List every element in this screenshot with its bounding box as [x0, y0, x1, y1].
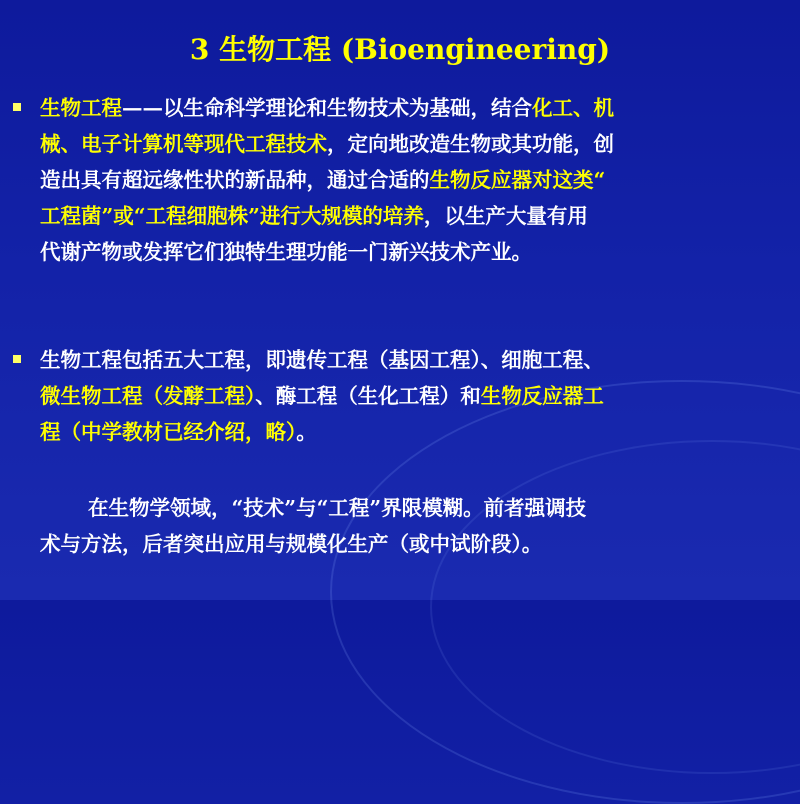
bullet2-line: [40, 342, 792, 378]
highlighted-term: 生物反应器工: [480, 384, 604, 408]
bullet-2-square-icon: [13, 355, 21, 363]
highlighted-term: 程（中学教材已经介绍，略）: [40, 420, 297, 444]
bullet2-line: [40, 414, 792, 450]
bullet1-line: [40, 162, 792, 198]
body-text: 。: [296, 420, 317, 444]
body-text: ，以生产大量有用: [423, 204, 588, 228]
body-text: 在生物学领域，“技术”与“工程”界限模糊。前者强调技: [88, 496, 587, 520]
note-line: [40, 526, 792, 562]
bullet1-line: [40, 90, 792, 126]
highlighted-term: 生物反应器对这类“: [429, 168, 606, 192]
bullet1-line: [40, 126, 792, 162]
slide-title: 3 生物工程 (Bioengineering): [189, 33, 611, 66]
bullet2-line: [40, 378, 792, 414]
body-text: ——以生命科学理论和生物技术为基础，结合: [122, 96, 532, 120]
note-line: [40, 490, 792, 526]
body-text: 术与方法，后者突出应用与规模化生产（或中试阶段）。: [40, 532, 543, 556]
highlighted-term: 生物工程: [40, 96, 122, 120]
highlighted-term: 械、电子计算机等现代工程技术: [40, 132, 327, 156]
bullet-1-square-icon: [13, 103, 21, 111]
body-text: ，定向地改造生物或其功能，创: [327, 132, 614, 156]
body-text: 造出具有超远缘性状的新品种，通过合适的: [40, 168, 430, 192]
highlighted-term: 工程菌”或“工程细胞株”进行大规模的培养: [40, 204, 424, 228]
bullet-2-paragraph: [40, 342, 792, 450]
bullet1-line: [40, 198, 792, 234]
highlighted-term: 化工、机: [532, 96, 614, 120]
bullet-1-paragraph: [40, 90, 792, 270]
highlighted-term: 微生物工程（发酵工程）: [40, 384, 256, 408]
note-paragraph: [40, 490, 792, 562]
body-text: 代谢产物或发挥它们独特生理功能一门新兴技术产业。: [40, 240, 532, 264]
body-text: 生物工程包括五大工程，即遗传工程（基因工程）、细胞工程、: [40, 348, 604, 372]
body-text: 、酶工程（生化工程）和: [255, 384, 481, 408]
bullet1-line: [40, 234, 792, 270]
